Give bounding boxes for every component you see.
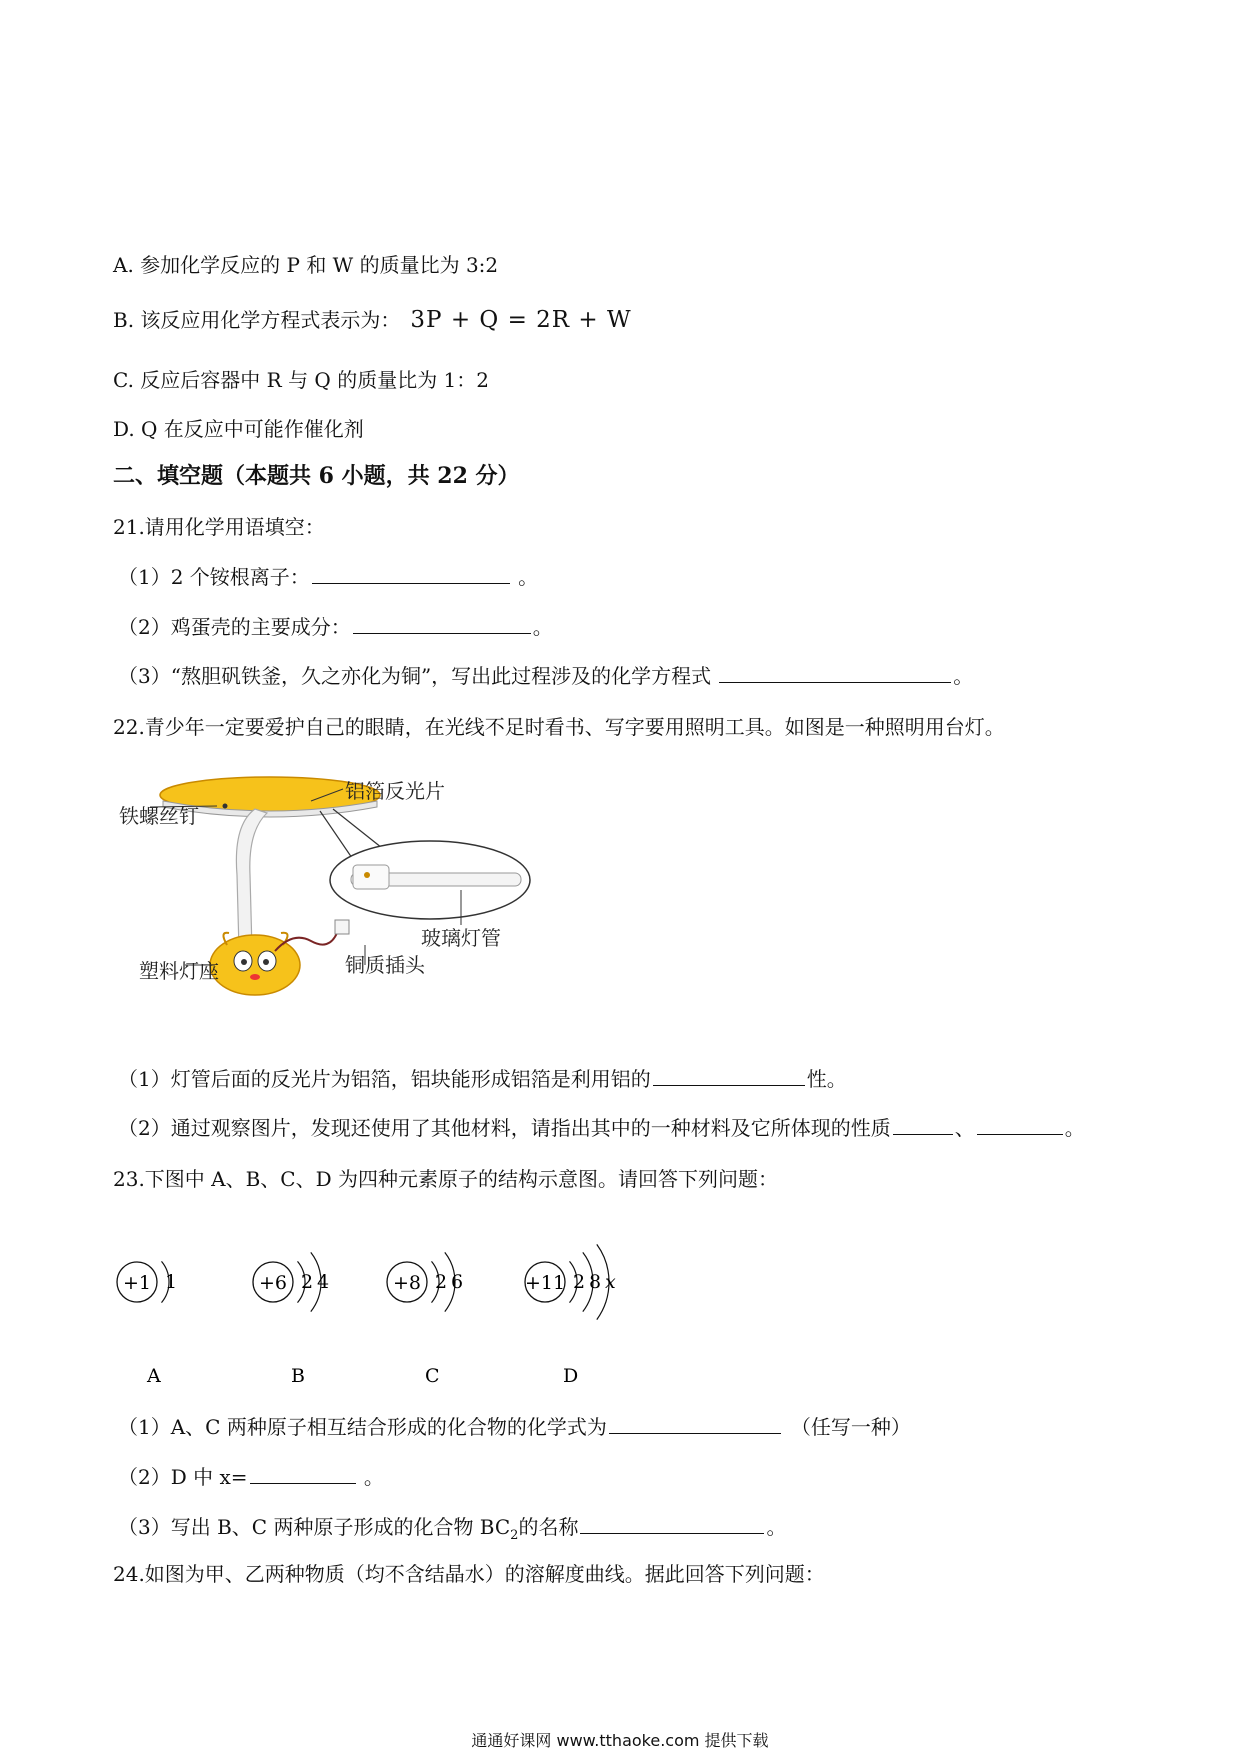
shell-electron-count: 2: [435, 1271, 448, 1293]
q22-stem: 22.青少年一定要爱护自己的眼睛，在光线不足时看书、写字要用照明工具。如图是一种照明用台灯。: [113, 715, 1005, 739]
nucleus-charge: +6: [258, 1272, 288, 1294]
answer-blank[interactable]: [977, 1114, 1063, 1135]
atom-A: [117, 1261, 177, 1387]
q22-part2: [118, 1114, 1085, 1142]
q23-part2: [118, 1463, 384, 1491]
q21-part2-text: （2）鸡蛋壳的主要成分：: [118, 615, 351, 639]
nucleus-charge: +1: [122, 1272, 152, 1294]
answer-blank[interactable]: [353, 613, 531, 634]
base-label: 塑料灯座: [139, 959, 219, 983]
nucleus-charge: +8: [392, 1272, 422, 1294]
option-d: D. Q 在反应中可能作催化剂: [113, 417, 364, 441]
q23-part1: [118, 1413, 911, 1441]
q21-part2: [118, 613, 553, 641]
q23-part1-suffix: （任写一种）: [790, 1415, 911, 1439]
q23-part3-suffix: 。: [766, 1515, 787, 1539]
q22-part1-text: （1）灯管后面的反光片为铝箔，铝块能形成铝箔是利用铝的: [118, 1067, 651, 1091]
q23-part2-text: （2）D 中 x=: [118, 1465, 248, 1489]
option-a: A. 参加化学反应的 P 和 W 的质量比为 3:2: [113, 253, 499, 277]
screw-label: 铁螺丝钉: [119, 804, 199, 828]
atom-B: [253, 1252, 329, 1387]
q21-part3-text: （3）“熬胆矾铁釜，久之亦化为铜”，写出此过程涉及的化学方程式: [118, 664, 712, 688]
shell-electron-count: 8: [589, 1271, 602, 1293]
q23-part3-mid: 的名称: [518, 1515, 579, 1539]
desk-lamp-figure: [115, 765, 535, 1005]
q23-part3-text: （3）写出 B、C 两种原子形成的化合物 BC: [118, 1515, 511, 1539]
answer-blank[interactable]: [609, 1413, 781, 1434]
q22-part2-suffix: 。: [1064, 1116, 1085, 1140]
q23-part2-suffix: 。: [357, 1465, 384, 1489]
q23-part3-subscript: 2: [510, 1528, 519, 1543]
shell-electron-count: 4: [317, 1271, 330, 1293]
q21-part1: [118, 563, 538, 591]
shell-electron-count: 2: [573, 1271, 586, 1293]
q23-part3: [118, 1513, 786, 1550]
atom-label: B: [291, 1365, 305, 1387]
q23-stem: 23.下图中 A、B、C、D 为四种元素原子的结构示意图。请回答下列问题：: [113, 1167, 778, 1191]
q21-stem: 21.请用化学用语填空：: [113, 515, 325, 539]
answer-blank[interactable]: [580, 1513, 764, 1534]
atom-C: [387, 1252, 463, 1387]
answer-blank[interactable]: [312, 563, 510, 584]
q21-part3: [118, 662, 973, 690]
shell-electron-count: 6: [451, 1271, 464, 1293]
q21-part1-suffix: 。: [511, 565, 539, 589]
nucleus-charge: +11: [524, 1272, 566, 1294]
option-b-equation: 3P + Q = 2R + W: [410, 307, 632, 333]
answer-blank[interactable]: [719, 662, 951, 683]
option-c: C. 反应后容器中 R 与 Q 的质量比为 1：2: [113, 368, 489, 392]
answer-blank[interactable]: [250, 1463, 356, 1484]
option-b: [113, 306, 632, 334]
option-b-label: B. 该反应用化学方程式表示为：: [113, 308, 401, 332]
answer-blank[interactable]: [653, 1065, 805, 1086]
q24-stem: 24.如图为甲、乙两种物质（均不含结晶水）的溶解度曲线。据此回答下列问题：: [113, 1562, 825, 1586]
shell-electron-count: x: [605, 1271, 616, 1293]
q22-part2-text: （2）通过观察图片，发现还使用了其他材料，请指出其中的一种材料及它所体现的性质: [118, 1116, 891, 1140]
q22-part1: [118, 1065, 847, 1093]
q21-part1-text: （1）2 个铵根离子：: [118, 565, 310, 589]
q21-part3-suffix: 。: [953, 664, 974, 688]
atom-label: C: [425, 1365, 440, 1387]
section-heading: 二、填空题（本题共 6 小题，共 22 分）: [113, 463, 520, 489]
shell-electron-count: 2: [301, 1271, 314, 1293]
tube-label: 玻璃灯管: [421, 926, 501, 950]
atom-label: D: [563, 1365, 579, 1387]
atom-label: A: [147, 1365, 161, 1387]
shell-electron-count: 1: [165, 1271, 178, 1293]
q23-part1-text: （1）A、C 两种原子相互结合形成的化合物的化学式为: [118, 1415, 607, 1439]
answer-blank[interactable]: [893, 1114, 953, 1135]
q21-part2-suffix: 。: [532, 615, 553, 639]
atom-D: [525, 1244, 616, 1387]
foil-label: 铝箔反光片: [345, 779, 445, 803]
q22-part1-suffix: 性。: [806, 1067, 847, 1091]
footer-watermark: 通通好课网 www.tthaoke.com 提供下载: [471, 1731, 769, 1750]
plug-label: 铜质插头: [345, 953, 425, 977]
q22-part2-mid: 、: [954, 1116, 975, 1140]
atom-structure-diagrams: [115, 1222, 675, 1392]
